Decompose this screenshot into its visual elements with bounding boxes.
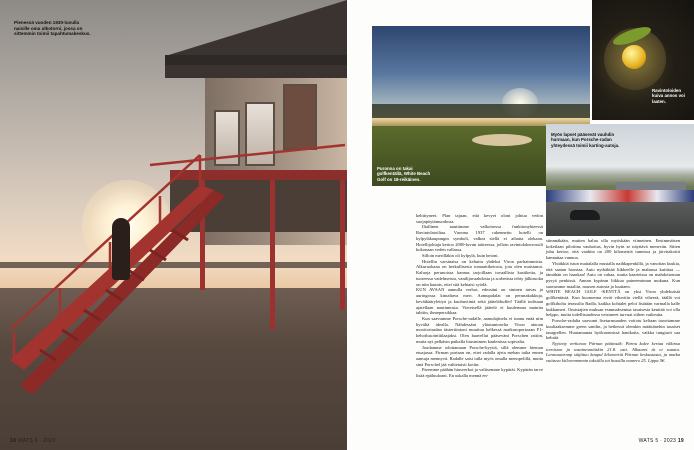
magazine-issue: WATS 5 · 2023	[17, 438, 56, 444]
right-page	[347, 0, 694, 450]
sand-bunker	[472, 134, 532, 146]
paragraph: kehittyneet. Plan tajuan, että kevyet oloni johtuu vedon suojapöytämuodosta.	[416, 213, 543, 224]
grandstand	[616, 182, 686, 190]
folio-right	[639, 438, 684, 444]
race-car	[570, 210, 600, 220]
page-number: 18	[10, 438, 17, 444]
golf-caption: Puronna on takai golfkentällä, White Beach Golf on 18-reikäinen.	[377, 166, 431, 182]
article-column-2	[546, 238, 680, 364]
paragraph: Paremme päähän hiusverkot ja valitsemme kypärät. Kypärän tarve lisää epäluuloani. En uskalla mennä en-	[416, 367, 543, 379]
paragraph: siinnnäkään, mutten halua olla myöskään viimeinen. Ensimmäisen kokeilaan pilottina vauhoitus, hyvin hyin se näyttävä menevän. Sitten juhu kertoo, että vauhtia on 200 kilometriä tunnissa ja järvitakoitit kannattaa vannoa.	[546, 238, 680, 261]
food-photo	[592, 0, 694, 120]
page-number: 19	[677, 438, 684, 444]
paragraph: Silloin merilläkin oli kylpylä, kuin betoni.	[422, 253, 499, 259]
paragraph: Hotellin varsinaisa on kehuttu yhdeksi Viron parhaimmista. Alkuruokana on herkullisesta tomaattiketosta, jota olen maistanut. Kaluoja perunoissa kannas tarjoillaan tuvaallista kastiketta, ja tuoreessa vadelmeista, vanilijavaahdosta ja sorbetista tehty jälkiruoka on niin kaunis, ettei sitä kehtaisi syödä.	[416, 258, 543, 287]
paragraph: Joudamme odottamaan Porsche-kyytiä, sillä olemme hieman etuajassa. Firman portaan on, ettei radalla ajeta mehan taika ennen aamuja mennyvä. Radalle saisi tulla myös omalla menopelillä, mutta sinä Porschel jää valitetaisti kotiin.	[416, 344, 543, 367]
paragraph: Kun saavumme Porsche-radalle, aamulajittelu ei tunnu enää niin hyvältä idealla. Nähdessäni yläasuntoselta Viron ainoan moottoriradan tästertiintoni muuttuu helkessä maikuroportoaan F1-kehotlusointitilaajaksi. Olen haavellut pääseväni Porschen rattiin, mutta nyt pelkäsin paikalla hiusmimen kaulenissa sopivalta.	[416, 315, 543, 344]
paragraph: Porsche-radalta saavumi lisetarmsaaden voitotu keltaan taoottamme kuultaaksemme green sanilin, ja hetkessä olemkin määttänehin tasaiset tasagrellen. Huutamanaa hyökuonnissä hanikaita, vaikka tungtarit saa kehrää.	[546, 318, 680, 341]
track-caption: Myös lapset pääsevät vauhdin hurmaan, kun Porsche-radan yhteydessä toimii karting-autoja.	[551, 132, 620, 148]
magazine-issue: WATS 5 · 2023	[638, 438, 677, 444]
food-caption: Ravintoloiden kuiva annos voi laaten.	[652, 88, 685, 104]
paragraph: Yhtäkkiä istun maitalalla mustalla naihkapenkillä, ja vanottan kuskia, että saatan houstaa. Auto nytkähtää liikkeelle ja mahassa kutittaa — tämähän on haaskaa! Auto on vakaa, mutta kaarteissa on mahdottoman pysyä penkissä. Annan kypäran liikkua paineemiman mukana. Kun saavumme maaliin, nousen autosta ja luuttaen.	[546, 260, 680, 289]
track-asphalt	[546, 202, 694, 236]
paragraph: Nyytetty verkonon Pärnun pääinsäk: Pärnu kulee kertaa vilkinsa torniston ja tasainesmiäskin 21.8. asti. Alkaaret tit ei saunta. Lennosaarnnp sätjätuo kaupul kilometriä Pärnun keskustasta, ja matka vuittuva kiilorennmmin taksiilla tai hussilla numero 25. Lippa 5€.	[546, 340, 680, 364]
tree-line	[372, 104, 590, 118]
folio-left	[10, 438, 55, 444]
person-silhouette	[112, 218, 130, 280]
paragraph: WHITE BEACH GOLF -KENTTÄ on yksi Viron yhdeksästä golfkentästä. Kun huomenna eivät vihertiin viellä viheerä, täällä voi golfkiholtu terassilta Radla, kaikka kohtalet pelot lisätään varmalla kalle kukkamerí. Omistajien muksan esmmaksentua tasaisesta kenttää voi olla helppo, mutta todellisuudessa veisimeet turvuat siihen vaikeutta.	[546, 289, 680, 318]
track-barrier	[546, 190, 694, 202]
egg-yolk	[622, 45, 646, 69]
article-column-1	[416, 213, 543, 379]
race-track-photo	[546, 124, 694, 236]
paragraph: KUN AVAAN aamulla verhot, edessäni on sininen taivas ja auringossa kimaltava meri. Aamupalalat on perunakakkuja, kevätkäärylettyä ja kuohuviiniä sekä jäätelöbuffet! Täällä todisaan ajatellaan nautinnosta. Viereisellä jäätelö ei kuulemma mainita tahtiin, ihmepersikkaa.	[416, 287, 543, 316]
paragraph: Iltallinen nauttimme valkoisessa funktionyhteessä Ravintolatoiltaa. Vuonna 1937 rakennettu hotelli on kylpyläkaupungin symboli, valkea siellä et aihatta olekaan. Hotellijohtaja kertoo 2000-luvun taitteessa, jolloin ravintolakerrossili kokonaan veden vallassa.	[416, 224, 543, 253]
photo-caption: Pienessä vuoden 1930-luvulla naisille oma ulkotorni, jossa on sittemmin toimii tapahtumakeskus.	[14, 20, 91, 37]
